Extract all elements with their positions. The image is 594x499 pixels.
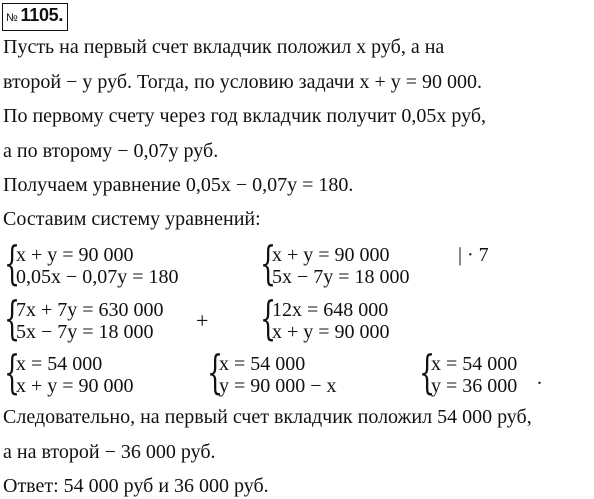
conclusion-line: Следовательно, на первый счет вкладчик положил 54 000 руб, (3, 406, 532, 428)
text-line: Получаем уравнение 0,05x − 0,07y = 180. (3, 174, 354, 196)
system-equation-2: 0,05x − 0,07y = 180 (16, 266, 179, 288)
brace-icon: { (4, 345, 21, 399)
period-note: . (537, 367, 542, 389)
system-equation-1: x = 54 000 (16, 353, 103, 375)
number-sign: № (6, 12, 18, 24)
plus-note: + (196, 308, 209, 333)
brace-icon: { (260, 236, 277, 290)
text-line: а по второму − 0,07y руб. (3, 140, 219, 162)
system-equation-1: x + y = 90 000 (272, 244, 390, 266)
system-equation-2: y = 90 000 − x (219, 375, 337, 397)
brace-icon: { (260, 291, 277, 345)
system-equation-1: x + y = 90 000 (16, 244, 134, 266)
system-equation-2: x + y = 90 000 (16, 375, 134, 397)
system-equation-1: 12x = 648 000 (272, 299, 389, 321)
brace-icon: { (207, 345, 224, 399)
text-line: По первому счету через год вкладчик получит 0,05x руб, (3, 105, 486, 127)
conclusion-line: а на второй − 36 000 руб. (3, 441, 216, 463)
system-equation-2: x + y = 90 000 (272, 321, 390, 343)
system-equation-2: 5x − 7y = 18 000 (272, 266, 410, 288)
brace-icon: { (419, 345, 436, 399)
system-equation-2: 5x − 7y = 18 000 (16, 321, 154, 343)
system-equation-1: x = 54 000 (431, 353, 518, 375)
problem-number-badge (2, 3, 68, 31)
answer-line: Ответ: 54 000 руб и 36 000 руб. (3, 475, 269, 497)
multiply-note: | · 7 (458, 244, 489, 266)
system-equation-1: 7x + 7y = 630 000 (16, 299, 164, 321)
text-line: Составим систему уравнений: (3, 208, 261, 230)
system-equation-2: y = 36 000 (431, 375, 518, 397)
problem-number: 1105. (20, 5, 64, 25)
brace-icon: { (4, 291, 21, 345)
system-equation-1: x = 54 000 (219, 353, 306, 375)
text-line: Пусть на первый счет вкладчик положил x руб, а на (3, 36, 445, 58)
brace-icon: { (4, 236, 21, 290)
text-line: второй − y руб. Тогда, по условию задачи x + y = 90 000. (3, 71, 483, 93)
